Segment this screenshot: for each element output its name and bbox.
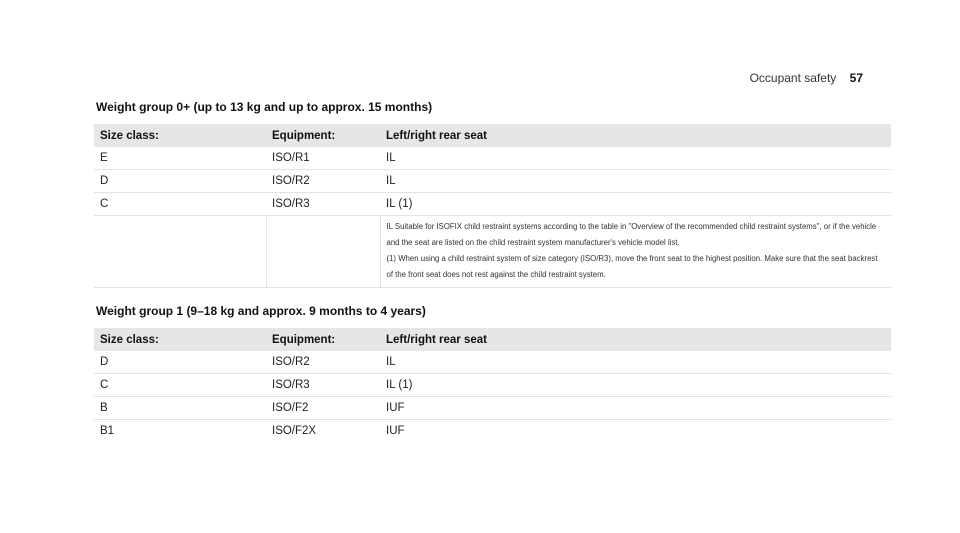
note-footnote-1: (1) When using a child restraint system of size category (ISO/R3), move the front seat to the highest position. Make sure that the seat backrest of the front seat does not rest against the child restraint system. [386, 254, 878, 279]
column-header-size-class: Size class: [94, 328, 266, 351]
table-row [94, 420, 891, 443]
weight-group-1-title: Weight group 1 (9–18 kg and approx. 9 months to 4 years) [96, 304, 426, 318]
weight-group-0-title: Weight group 0+ (up to 13 kg and up to approx. 15 months) [96, 100, 433, 114]
table-row [94, 170, 891, 193]
page-number: 57 [849, 71, 863, 85]
column-header-rear-seat: Left/right rear seat [380, 328, 891, 351]
size-class-cell: C [94, 193, 266, 216]
page-header [750, 71, 863, 85]
equipment-cell: ISO/F2X [272, 425, 317, 437]
rear-seat-cell: IUF [386, 425, 405, 437]
section-label: Occupant safety [749, 71, 837, 85]
table-row [94, 397, 891, 420]
equipment-cell: ISO/R2 [266, 170, 380, 193]
equipment-cell: ISO/F2 [266, 397, 380, 420]
size-class-cell: B [94, 397, 266, 420]
rear-seat-cell: IL [380, 170, 891, 193]
size-class-cell: D [94, 351, 266, 374]
table-header-row [94, 124, 891, 147]
rear-seat-cell: IL (1) [380, 374, 891, 397]
rear-seat-cell: IL [380, 351, 891, 374]
table-header-row [94, 328, 891, 351]
empty-cell [94, 216, 266, 288]
table-row [94, 351, 891, 374]
empty-cell [266, 216, 380, 288]
table-row [94, 147, 891, 170]
table-row [94, 374, 891, 397]
size-class-cell: D [94, 170, 266, 193]
table-notes-row [94, 216, 891, 288]
table-row [94, 193, 891, 216]
size-class-cell: B1 [100, 425, 115, 437]
rear-seat-cell: IL [380, 147, 891, 170]
equipment-cell: ISO/R3 [266, 193, 380, 216]
column-header-equipment: Equipment: [266, 328, 380, 351]
equipment-cell: ISO/R2 [266, 351, 380, 374]
column-header-equipment: Equipment: [266, 124, 380, 147]
column-header-rear-seat: Left/right rear seat [380, 124, 891, 147]
rear-seat-cell: IL (1) [380, 193, 891, 216]
column-header-size-class: Size class: [94, 124, 266, 147]
weight-group-0-table [94, 124, 891, 288]
size-class-cell: C [94, 374, 266, 397]
notes-cell [380, 216, 891, 288]
equipment-cell: ISO/R1 [266, 147, 380, 170]
rear-seat-cell: IUF [380, 397, 891, 420]
size-class-cell: E [94, 147, 266, 170]
equipment-cell: ISO/R3 [266, 374, 380, 397]
weight-group-1-table [94, 328, 891, 442]
note-il: IL Suitable for ISOFIX child restraint systems according to the table in "Overview of the recommended child restraint systems", or if the vehicle and the seat are listed on the child restraint system manufacturer's vehicle model list. [386, 222, 877, 247]
